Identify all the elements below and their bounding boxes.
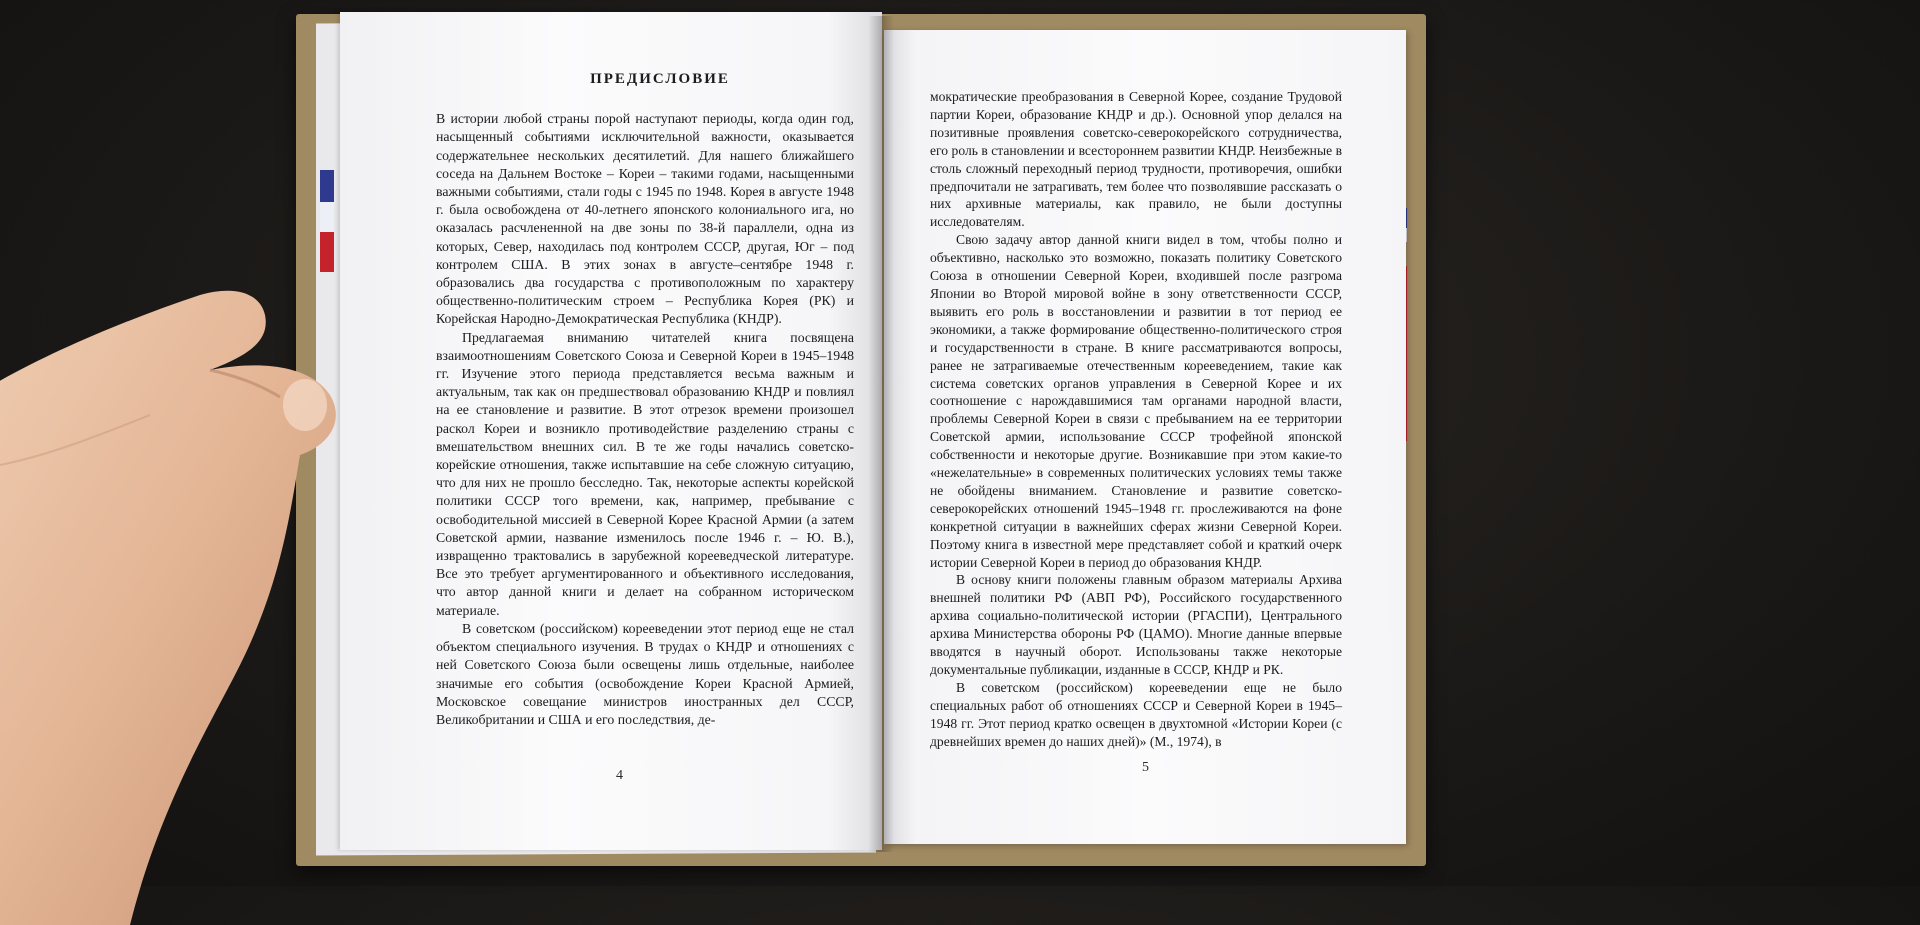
left-flag-white-stripe	[320, 202, 334, 232]
page-title: ПРЕДИСЛОВИЕ	[590, 71, 730, 87]
paragraph: В советском (российском) корееведении этот период еще не стал объектом специального изучения. В трудах о КНДР и отношениях с ней Советского Союза были освещены лишь отдельные, наиболее значимые его события (освобождение Кореи Красной Армией, Московское совещание министров иностранных дел СССР, Великобритании и США и его последствия, де-	[436, 620, 854, 727]
paragraph: Свою задачу автор данной книги видел в том, чтобы полно и объективно, насколько это возможно, показать политику Советского Союза в отношении Северной Кореи, входившей после разгрома Японии во Второй мировой войне в зону ответственности СССР, выявить его роль в восстановлении и развитии в тот период ее экономики, а также формирование общественно-политического строя и государственности в стране. В книге рассматриваются вопросы, ранее не затрагиваемые отечественным корееведением, такие как система советских органов управления в Северной Корее и их соотношение с нарождавшимися там органами народной власти, проблемы Северной Кореи в связи с пребыванием на ее территории Советской армии, использование СССР трофейной японской собственности и некоторые другие. Возникавшие при этом какие-то «нежелательные» в современных политических условиях темы также не обойдены вниманием. Становление и развитие советско-северокорейских отношений 1945–1948 гг. прослеживаются на фоне конкретной ситуации в важнейших сферах жизни Северной Кореи. Поэтому книга в известной мере представляет собой и краткий очерк истории Северной Кореи в период до образования КНДР.	[930, 232, 1342, 570]
page-number-left: 4	[616, 768, 623, 783]
right-page-text	[930, 88, 1342, 751]
paragraph: мократические преобразования в Северной Корее, создание Трудовой партии Кореи, образование КНДР и др.). Основной упор делался на позитивные проявления советско-северокорейского сотрудничества, его роль в становлении и всестороннем развитии КНДР. Неизбежные в столь сложный переходный период трудности, противоречия, ошибки предпочитали не затрагивать, тем более что позволявшие рассказать о них архивные материалы, как правило, не были доступны исследователям.	[930, 89, 1342, 230]
paragraph: В истории любой страны порой наступают периоды, когда один год, насыщенный событиями исключительной важности, оказывается содержательнее нескольких десятилетий. Для нашего ближайшего соседа на Дальнем Востоке – Кореи – такими годами, насыщенными важными событиями, стали годы с 1945 по 1948. Корея в августе 1948 г. была освобождена от 40-летнего японского колониального ига, но оказалась расчлененной на две зоны по 38-й параллели, одна из которых, Север, находилась под контролем СССР, другая, Юг – под контролем США. В этих зонах в августе–сентябре 1948 г. образовались два государства с противоположным по характеру общественно-политическим строем – Республика Корея (РК) и Корейская Народно-Демократическая Республика (КНДР).	[436, 111, 854, 327]
left-page-text	[436, 70, 854, 729]
left-flag-blue-stripe	[320, 170, 334, 202]
hand-image	[0, 285, 380, 925]
left-flag-red-stripe	[320, 232, 334, 272]
book-gutter	[868, 16, 894, 852]
paragraph: Предлагаемая вниманию читателей книга посвящена взаимоотношениям Советского Союза и Северной Кореи в 1945–1948 гг. Изучение этого периода представляется весьма важным и актуальным, так как он предшествовал образованию КНДР и повлиял на ее становление и развитие. В этот отрезок времени произошел раскол Кореи и возникло противодействие разделению страны с вмешательством внешних сил. В те же годы начались советско-корейские отношения, также испытавшие на себе сложную ситуацию, что для них не прошло бесследно. Так, некоторые аспекты корейской политики СССР того времени, как, например, пребывание с освободительной миссией в Северной Корее Красной Армии (а затем Советской армии, название изменилось после 1946 г. – Ю. В.), извращенно трактовались в зарубежной корееведческой литературе. Все это требует аргументированного и объективного исследования, что автор данной книги и делает на собранном историческом материале.	[436, 329, 854, 618]
paragraph: В советском (российском) корееведении еще не было специальных работ об отношениях СССР и Северной Кореи в 1945–1948 гг. Этот период кратко освещен в двухтомной «Истории Кореи (с древнейших времен до наших дней)» (М., 1974), в	[930, 679, 1342, 749]
page-number-right: 5	[1142, 760, 1149, 775]
paragraph: В основу книги положены главным образом материалы Архива внешней политики РФ (АВП РФ), Российского государственного архива социально-политической истории (РГАСПИ), Центрального архива Министерства обороны РФ (ЦАМО). Многие данные впервые вводятся в научный оборот. Использованы также некоторые документальные публикации, изданные в СССР, КНДР и РК.	[930, 572, 1342, 677]
